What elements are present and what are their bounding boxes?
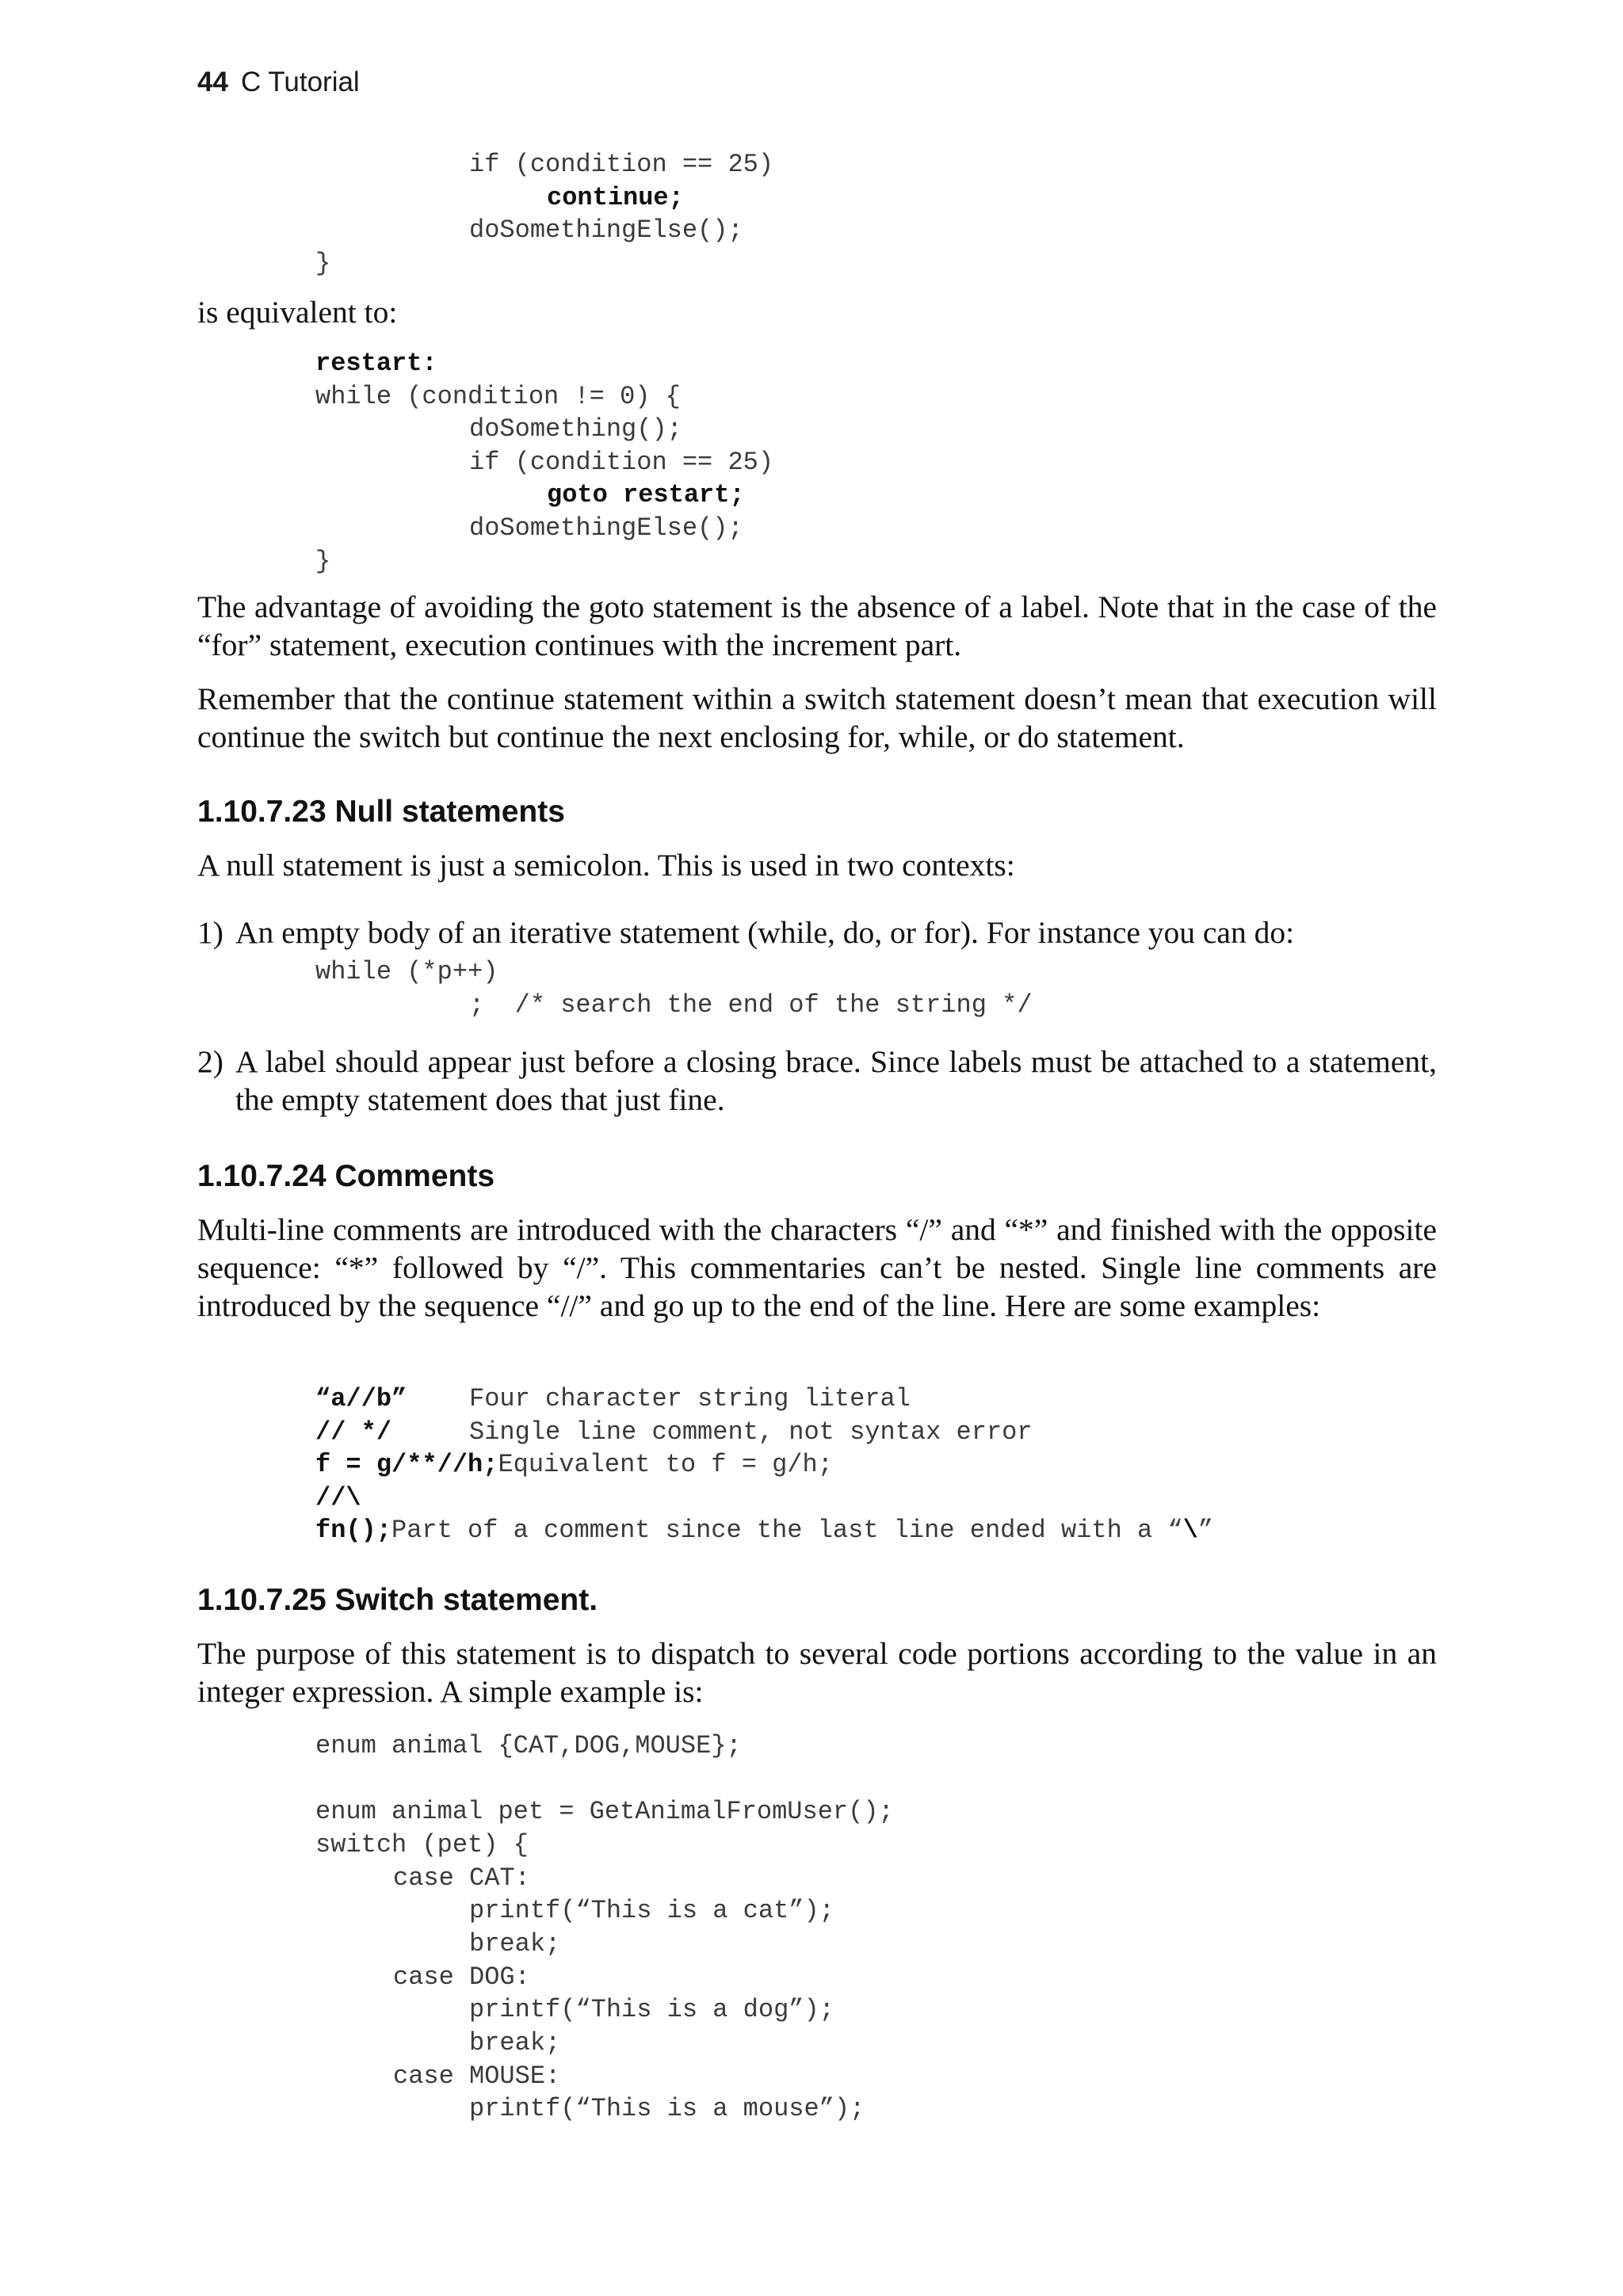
list-item-number: 2) bbox=[197, 1044, 223, 1079]
code-example-description: Single line comment, not syntax error bbox=[469, 1417, 1033, 1447]
code-line: doSomething(); bbox=[469, 414, 682, 444]
code-example: //\ bbox=[315, 1483, 361, 1512]
list-item bbox=[197, 913, 1437, 952]
code-line: enum animal pet = GetAnimalFromUser(); bbox=[315, 1797, 894, 1826]
code-line: restart: bbox=[315, 349, 437, 378]
page-number: 44 bbox=[197, 67, 228, 97]
code-example-row bbox=[315, 1448, 833, 1482]
section-heading-comments: 1.10.7.24 Comments bbox=[197, 1159, 495, 1193]
paragraph-equivalent: is equivalent to: bbox=[197, 295, 398, 330]
code-line: enum animal {CAT,DOG,MOUSE}; bbox=[315, 1731, 742, 1760]
code-line: case CAT: bbox=[393, 1863, 530, 1893]
code-line: doSomethingElse(); bbox=[469, 215, 743, 245]
code-line: if (condition == 25) bbox=[469, 150, 774, 179]
code-line: goto restart; bbox=[547, 480, 745, 509]
code-line: } bbox=[315, 547, 331, 576]
paragraph-advantage: The advantage of avoiding the goto statement is the absence of a label. Note that in the case of the “for” statement, execution continues with the increment part. bbox=[197, 589, 1437, 662]
list-item-text: A label should appear just before a closing brace. Since labels must be attached to a statement, the empty statement does that just fine. bbox=[235, 1044, 1437, 1117]
code-line: while (*p++) bbox=[315, 957, 498, 986]
list-item-text: An empty body of an iterative statement (while, do, or for). For instance you can do: bbox=[235, 915, 1295, 950]
code-line: switch (pet) { bbox=[315, 1830, 529, 1859]
code-example-description: Four character string literal bbox=[469, 1384, 911, 1413]
code-line: continue; bbox=[547, 183, 684, 212]
code-example: f = g/**//h; bbox=[315, 1450, 498, 1479]
code-example-row bbox=[315, 1514, 1213, 1547]
running-title: C Tutorial bbox=[240, 67, 360, 97]
code-example: fn(); bbox=[315, 1516, 392, 1545]
code-line: if (condition == 25) bbox=[469, 448, 774, 477]
code-example-description: Part of a comment since the last line ended with a “ bbox=[391, 1516, 1183, 1545]
code-backslash: \ bbox=[1182, 1516, 1198, 1545]
paragraph-switch: The purpose of this statement is to dispatch to several code portions according to the value in an integer expression. A simple example is: bbox=[197, 1636, 1437, 1709]
section-heading-switch-statement: 1.10.7.25 Switch statement. bbox=[197, 1583, 598, 1617]
code-line: case MOUSE: bbox=[393, 2061, 561, 2091]
code-line: while (condition != 0) { bbox=[315, 382, 681, 411]
running-header bbox=[197, 67, 360, 98]
code-line: doSomethingElse(); bbox=[469, 513, 743, 543]
paragraph-comments: Multi-line comments are introduced with the characters “/” and “*” and finished with the opposite sequence: “*” followed by “/”. This commentaries can’t be nested. Single line comments are introduced by the sequence “//” and go up to the end of the line. Here are some examples: bbox=[197, 1212, 1437, 1323]
list-item-number: 1) bbox=[197, 915, 223, 950]
code-line: case DOG: bbox=[393, 1962, 530, 1992]
code-line: } bbox=[315, 249, 331, 278]
code-quote: ” bbox=[1197, 1516, 1213, 1545]
code-example-description: Equivalent to f = g/h; bbox=[498, 1450, 833, 1479]
code-line: ; /* search the end of the string */ bbox=[469, 990, 1033, 1020]
section-heading-null-statements: 1.10.7.23 Null statements bbox=[197, 795, 565, 829]
code-line: printf(“This is a cat”); bbox=[469, 1896, 834, 1925]
paragraph-null-intro: A null statement is just a semicolon. This is used in two contexts: bbox=[197, 848, 1015, 883]
list-item bbox=[197, 1043, 1437, 1119]
paragraph-remember: Remember that the continue statement within a switch statement doesn’t mean that execution will continue the switch but continue the next enclosing for, while, or do statement. bbox=[197, 681, 1437, 754]
code-line: printf(“This is a dog”); bbox=[469, 1995, 834, 2024]
code-line: printf(“This is a mouse”); bbox=[469, 2094, 865, 2123]
code-line: break; bbox=[469, 1929, 561, 1958]
code-example: “a//b” bbox=[315, 1384, 407, 1413]
code-line: break; bbox=[469, 2028, 561, 2058]
code-example: // */ bbox=[315, 1417, 392, 1447]
